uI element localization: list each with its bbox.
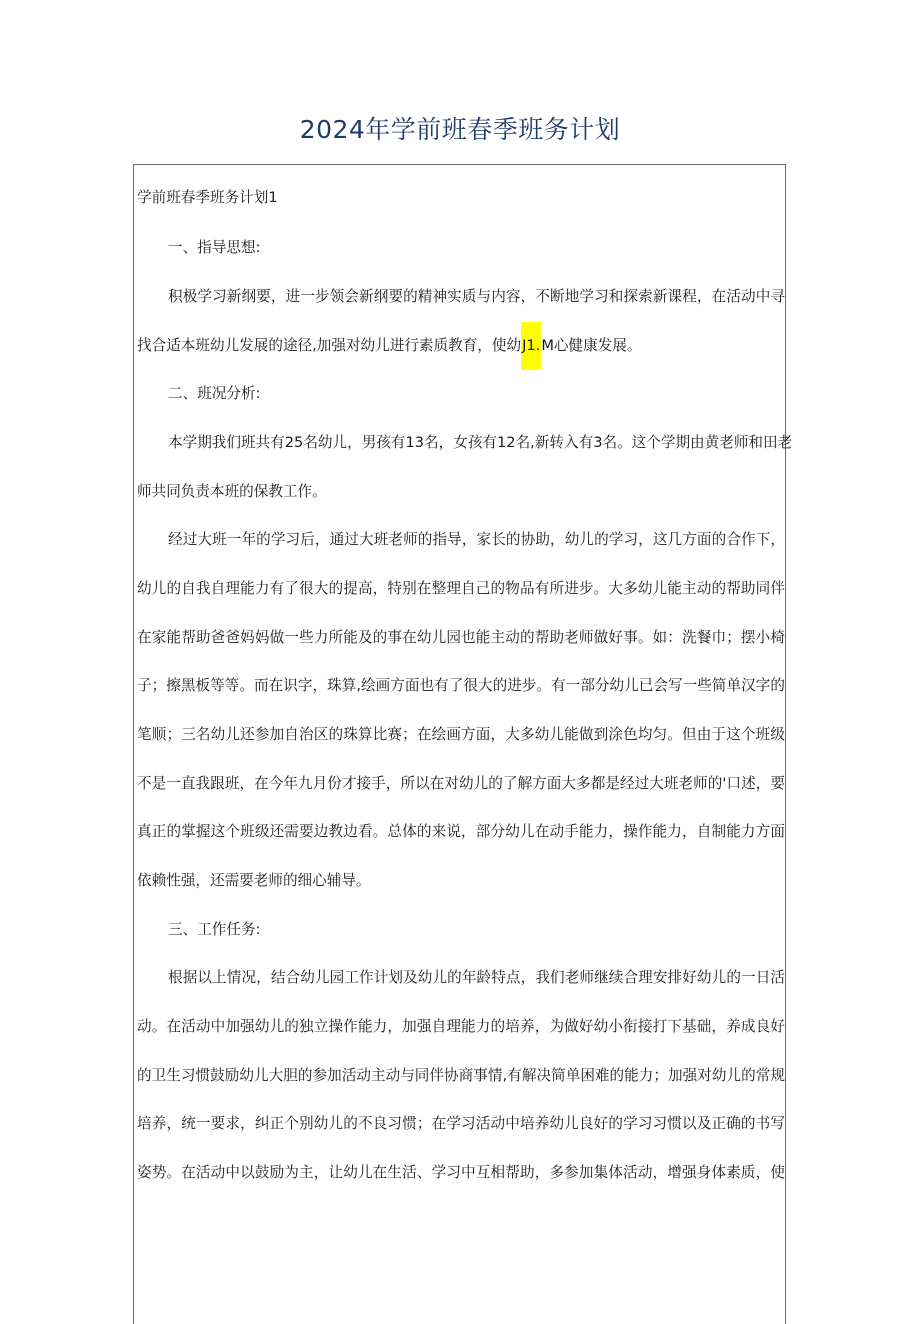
subtitle-line: 学前班春季班务计划1 (137, 189, 278, 206)
paragraph-line: 培养，统一要求，纠正个别幼儿的不良习惯；在学习活动中培养幼儿良好的学习习惯以及正确的书写 (137, 1115, 785, 1132)
paragraph-line-highlighted (137, 335, 785, 357)
section-heading-tasks: 三、工作任务: (168, 921, 261, 938)
paragraph-line: 幼儿的自我自理能力有了很大的提高，特别在整理自己的物品有所进步。大多幼儿能主动的帮助同伴 (137, 580, 785, 597)
page-title: 2024年学前班春季班务计划 (299, 115, 621, 144)
paragraph-line: 真正的掌握这个班级还需要边教边看。总体的来说，部分幼儿在动手能力，操作能力，自制能力方面 (137, 823, 785, 840)
section-heading-guiding: 一、指导思想: (168, 239, 261, 256)
paragraph-line: 积极学习新纲要，进一步领会新纲要的精神实质与内容，不断地学习和探索新课程，在活动中寻 (168, 288, 785, 305)
paragraph-line: 经过大班一年的学习后，通过大班老师的指导，家长的协助，幼儿的学习，这几方面的合作下， (168, 531, 785, 548)
paragraph-line: 子；擦黑板等等。而在识字，珠算,绘画方面也有了很大的进步。有一部分幼儿已会写一些简单汉字的 (137, 677, 785, 694)
paragraph-line: 师共同负责本班的保教工作。 (137, 483, 327, 500)
paragraph-line: 姿势。在活动中以鼓励为主，让幼儿在生活、学习中互相帮助，多参加集体活动，增强身体素质，使 (137, 1164, 785, 1181)
paragraph-line: 本学期我们班共有25名幼儿，男孩有13名，女孩有12名,新转入有3名。这个学期由黄老师和田老 (168, 434, 793, 451)
paragraph-line: 笔顺；三名幼儿还参加自治区的珠算比赛；在绘画方面，大多幼儿能做到涂色均匀。但由于这个班级 (137, 726, 785, 743)
paragraph-line: 不是一直我跟班，在今年九月份才接手，所以在对幼儿的了解方面大多都是经过大班老师的'口述，要 (137, 775, 785, 792)
paragraph-line: 的卫生习惯鼓励幼儿大胆的参加活动主动与同伴协商事情,有解决简单困难的能力；加强对幼儿的常规 (137, 1067, 785, 1084)
paragraph-line: 根据以上情况，结合幼儿园工作计划及幼儿的年龄特点，我们老师继续合理安排好幼儿的一日活 (168, 969, 785, 986)
paragraph-line: 在家能帮助爸爸妈妈做一些力所能及的事在幼儿园也能主动的帮助老师做好事。如：洗餐巾；摆小椅 (137, 629, 785, 646)
section-heading-class: 二、班况分析: (168, 385, 261, 402)
paragraph-line: 动。在活动中加强幼儿的独立操作能力，加强自理能力的培养，为做好幼小衔接打下基础，养成良好 (137, 1018, 785, 1035)
paragraph-line: 依赖性强，还需要老师的细心辅导。 (137, 872, 371, 889)
text-segment: M心健康发展。 (541, 337, 642, 354)
text-segment: 找合适本班幼儿发展的途径,加强对幼儿进行素质教育，使幼 (137, 337, 522, 354)
highlight-mark: J1. (521, 322, 541, 370)
